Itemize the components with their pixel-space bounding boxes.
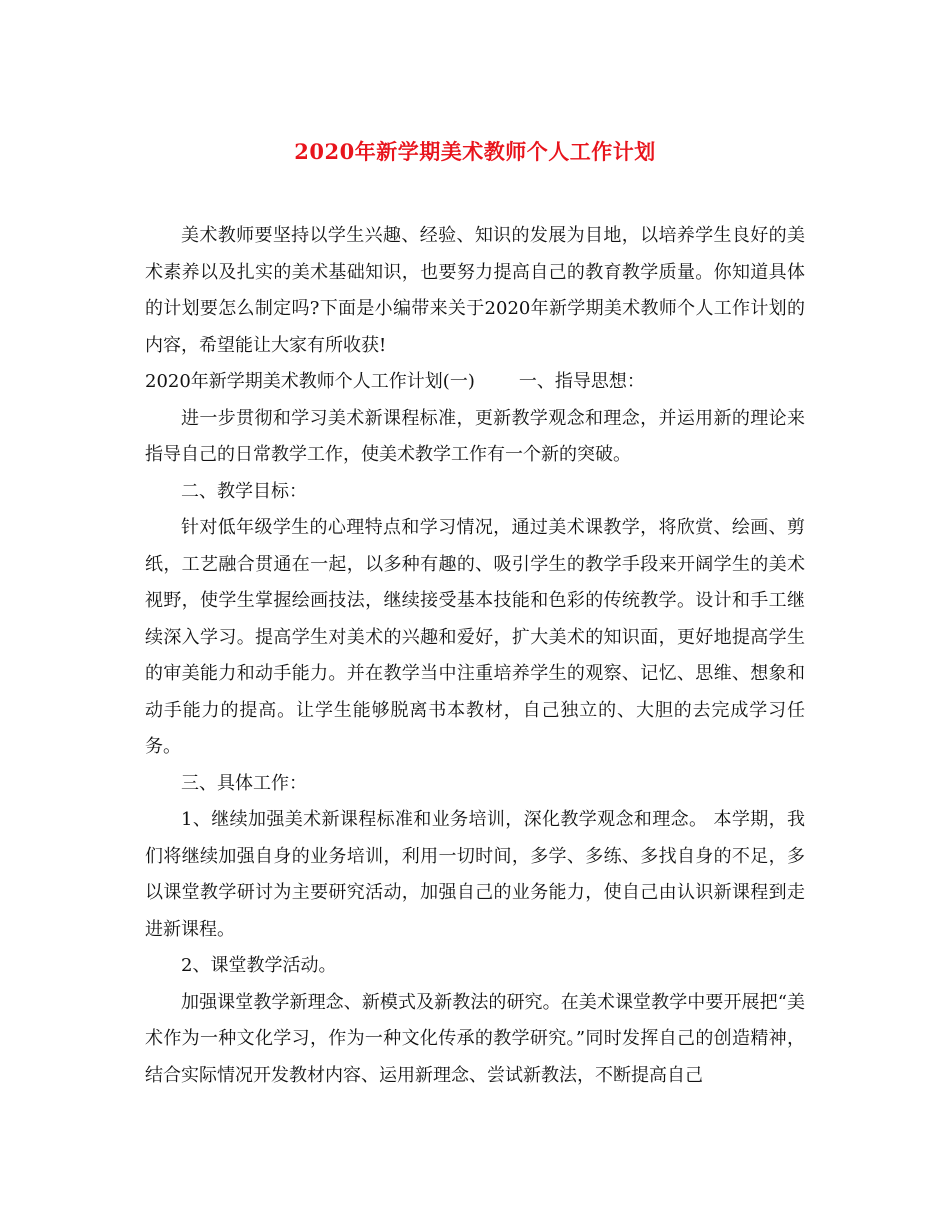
paragraph-work-item-1: 1、继续加强美术新课程标准和业务培训，深化教学观念和理念。 本学期，我们将继续加强自身的业务培训，利用一切时间，多学、多练、多找自身的不足，多以课堂教学研讨为主要研究活动，加强自己的业务能力，使自己由认识新课程到走进新课程。 xyxy=(145,809,805,940)
heading-teaching-goals: 二、教学目标： xyxy=(181,480,307,502)
section-title-line xyxy=(145,364,805,401)
heading-guiding-ideology: 一、指导思想： xyxy=(518,371,645,392)
heading-specific-work: 三、具体工作： xyxy=(181,772,307,794)
paragraph-classroom-teaching: 加强课堂教学新理念、新模式及新教法的研究。在美术课堂教学中要开展把“美术作为一种文化学习，作为一种文化传承的教学研究。”同时发挥自己的创造精神，结合实际情况开发教材内容、运用新理念、尝试新教法，不断提高自己 xyxy=(145,991,805,1086)
paragraph-teaching-goals: 针对低年级学生的心理特点和学习情况，通过美术课教学，将欣赏、绘画、剪纸，工艺融合贯通在一起，以多种有趣的、吸引学生的教学手段来开阔学生的美术视野，使学生掌握绘画技法，继续接受基本技能和色彩的传统教学。设计和手工继续深入学习。提高学生对美术的兴趣和爱好，扩大美术的知识面，更好地提高学生的审美能力和动手能力。并在教学当中注重培养学生的观察、记忆、思维、想象和动手能力的提高。让学生能够脱离书本教材，自己独立的、大胆的去完成学习任务。 xyxy=(145,517,805,757)
section-title: 2020年新学期美术教师个人工作计划(一) xyxy=(145,371,475,392)
paragraph-work-item-2-heading: 2、课堂教学活动。 xyxy=(181,955,337,976)
paragraph-guiding-ideology: 进一步贯彻和学习美术新课程标准，更新教学观念和理念，并运用新的理论来指导自己的日常教学工作，使美术教学工作有一个新的突破。 xyxy=(145,407,805,465)
document-body xyxy=(145,218,805,1094)
document-title: 2020年新学期美术教师个人工作计划 xyxy=(294,139,656,164)
intro-paragraph: 美术教师要坚持以学生兴趣、经验、知识的发展为目地，以培养学生良好的美术素养以及扎实的美术基础知识，也要努力提高自己的教育教学质量。你知道具体的计划要怎么制定吗?下面是小编带来关于2020年新学期美术教师个人工作计划的内容，希望能让大家有所收获! xyxy=(145,225,805,356)
